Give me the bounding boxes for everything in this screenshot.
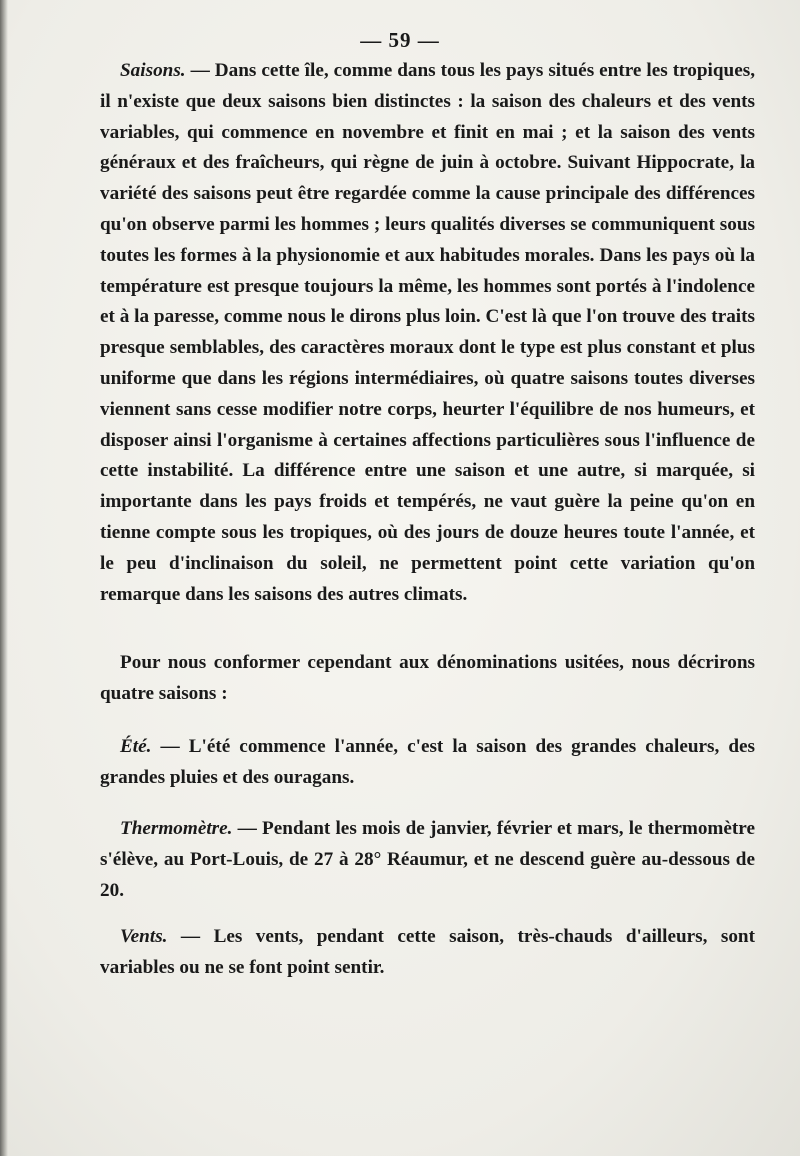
- page-number: — 59 —: [360, 28, 440, 52]
- paragraph-text: Pour nous conformer cependant aux dénominations usitées, nous décrirons quatre saisons :: [100, 652, 755, 704]
- paragraph-thermometre: [100, 814, 755, 906]
- paragraph-vents: [100, 922, 755, 984]
- paragraph-saisons: [100, 56, 755, 610]
- paragraph-text: — Dans cette île, comme dans tous les pays situés entre les tropiques, il n'existe que deux saisons bien distinctes : la saison des chaleurs et des vents variables, qui commence en novembre et finit en mai ; et la saison des vents généraux et des fraîcheurs, qui règne de juin à octobre. Suivant Hippocrate, la variété des saisons peut être regardée comme la cause principale des différences qu'on observe parmi les hommes ; leurs qualités diverses se communiquent sous toutes les formes à la physionomie et aux habitudes morales. Dans les pays où la température est presque toujours la même, les hommes sont portés à l'indolence et à la paresse, comme nous le dirons plus loin. C'est là que l'on trouve des traits presque semblables, des caractères moraux dont le type est plus constant et plus uniforme que dans les régions intermédiaires, où quatre saisons toutes diverses viennent sans cesse modifier notre corps, heurter l'équilibre de nos humeurs, et disposer ainsi l'organisme à certaines affections particulières sous l'influence de cette instabilité. La différence entre une saison et une autre, si marquée, si importante dans les pays froids et tempérés, ne vaut guère la peine qu'on en tienne compte sous les tropiques, où des jours de douze heures toute l'année, et le peu d'inclinaison du soleil, ne permettent point cette variation qu'on remarque dans les saisons des autres climats.: [100, 60, 755, 605]
- paragraph-text: — Pendant les mois de janvier, février et mars, le thermomètre s'élève, au Port-Louis, de 27 à 28° Réaumur, et ne descend guère au-dessous de 20.: [100, 818, 755, 901]
- paragraph-heading: Été.: [120, 736, 152, 757]
- paragraph-heading: Saisons.: [120, 60, 186, 81]
- paragraph-denominations: [100, 648, 755, 710]
- paragraph-ete: [100, 732, 755, 794]
- paragraph-heading: Vents.: [120, 926, 168, 947]
- paragraph-text: — Les vents, pendant cette saison, très-chauds d'ailleurs, sont variables ou ne se font point sentir.: [100, 926, 755, 978]
- binding-shadow: [0, 0, 8, 1156]
- paragraph-heading: Thermomètre.: [120, 818, 233, 839]
- paragraph-text: — L'été commence l'année, c'est la saison des grandes chaleurs, des grandes pluies et des ouragans.: [100, 736, 755, 788]
